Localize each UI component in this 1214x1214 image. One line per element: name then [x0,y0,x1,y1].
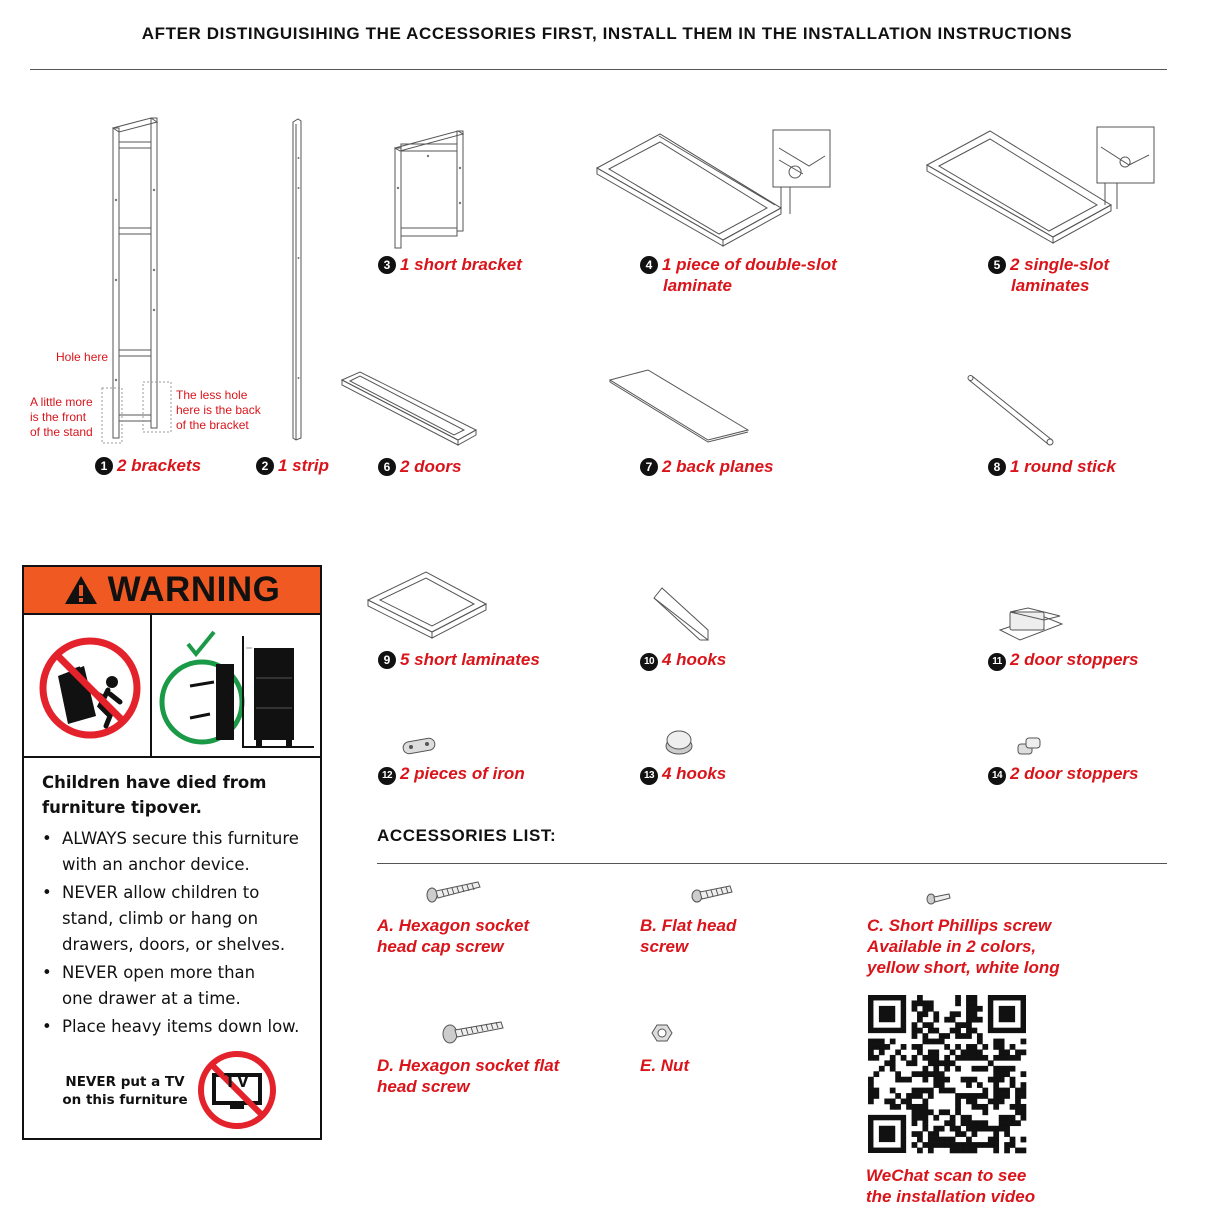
back-plane-drawing [608,368,753,444]
round-stick-drawing [968,374,1060,450]
hex-cap-screw-icon [424,879,482,903]
part-label-14: 14 2 door stoppers [988,763,1138,785]
iron-piece-drawing [402,738,436,754]
no-climbing-icon [38,636,142,740]
bracket-drawing [105,110,165,440]
number-badge: 6 [378,458,396,476]
number-badge: 2 [256,457,274,475]
part-label-5: 5 2 single-slot laminates [988,254,1109,296]
number-badge: 14 [988,767,1006,785]
warning-bullets [40,826,316,1040]
number-badge: 13 [640,767,658,785]
part-label-12: 12 2 pieces of iron [378,763,525,785]
wechat-qr-code[interactable] [868,995,1026,1153]
warning-bullet: • NEVER allow children to stand, climb or hang on drawers, doors, or shelves. [40,880,316,958]
warning-triangle-icon [64,575,98,605]
accessory-label-c: C. Short Phillips screw Available in 2 colors, yellow short, white long [867,916,1060,977]
warning-divider-vertical [150,615,152,756]
part-label-7: 7 2 back planes [640,456,774,477]
flat-head-screw-icon [690,882,734,904]
accessories-divider [377,863,1167,864]
number-badge: 3 [378,256,396,274]
accessory-label-b: B. Flat head screw [640,916,737,956]
hex-flat-screw-icon [441,1019,505,1045]
accessory-label-a: A. Hexagon socket head cap screw [377,916,530,956]
number-badge: 10 [640,653,658,671]
nut-icon [651,1023,673,1043]
number-badge: 5 [988,256,1006,274]
warning-bullet: • ALWAYS secure this furniture with an anchor device. [40,826,316,878]
door-stopper-drawing [998,608,1064,642]
number-badge: 1 [95,457,113,475]
warning-header: WARNING [24,567,320,615]
door-drawing [340,370,480,450]
warning-bullet: • NEVER open more than one drawer at a time. [40,960,316,1012]
part-label-3: 3 1 short bracket [378,254,522,275]
part-label-8: 8 1 round stick [988,456,1116,477]
no-tv-text: NEVER put a TV on this furniture [62,1074,188,1108]
short-bracket-drawing [390,128,470,250]
warning-bullet: • Place heavy items down low. [40,1014,316,1040]
number-badge: 9 [378,651,396,669]
part-label-4: 4 1 piece of double-slot laminate [640,254,837,296]
part-label-11: 11 2 door stoppers [988,649,1138,671]
warning-divider [24,756,320,758]
part-label-2: 2 1 strip [256,455,329,476]
part-label-9: 9 5 short laminates [378,649,540,670]
number-badge: 12 [378,767,396,785]
warning-heading: Children have died from furniture tipover. [42,773,267,817]
number-badge: 7 [640,458,658,476]
strip-drawing [290,118,304,442]
part-label-6: 6 2 doors [378,456,461,477]
part-label-13: 13 4 hooks [640,763,726,785]
part-label-10: 10 4 hooks [640,649,726,671]
back-note: The less hole here is the back of the bracket [176,388,261,432]
round-hook-drawing [664,728,694,756]
header-divider [30,69,1167,70]
short-phillips-screw-icon [926,891,952,905]
number-badge: 8 [988,458,1006,476]
small-door-stopper-drawing [1016,736,1042,756]
front-note: A little more is the front of the stand [30,395,93,439]
accessory-label-e: E. Nut [640,1056,690,1075]
accessories-title: ACCESSORIES LIST: [377,826,557,845]
hook-drawing [652,586,712,642]
part-label-1: 1 2 brackets [95,455,201,476]
page-title: AFTER DISTINGUISIHING THE ACCESSORIES FIRST, INSTALL THEM IN THE INSTALLATION INSTRUCTIONS [141,24,1073,43]
number-badge: 11 [988,653,1006,671]
double-slot-laminate-drawing [595,128,835,246]
qr-caption: WeChat scan to see the installation video [866,1166,1036,1206]
hole-here-note: Hole here [56,350,109,364]
single-slot-laminate-drawing [925,125,1160,245]
anchor-device-icon [158,626,318,750]
number-badge: 4 [640,256,658,274]
short-laminate-drawing [366,570,492,642]
accessory-label-d: D. Hexagon socket flat head screw [377,1056,560,1096]
no-tv-icon-text: TV [224,1070,250,1092]
